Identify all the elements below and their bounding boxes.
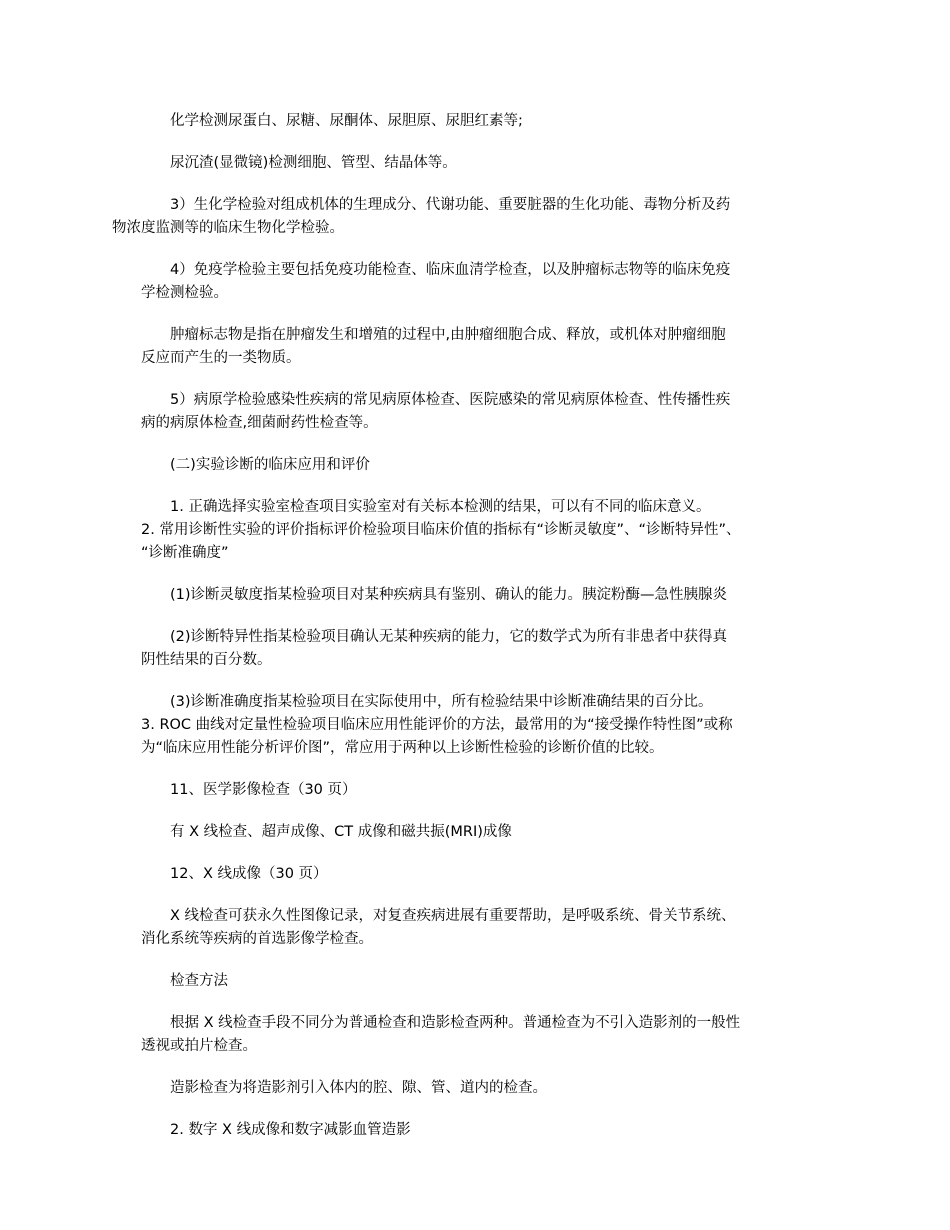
text-line: (2)诊断特异性指某检验项目确认无某种疾病的能力，它的数学式为所有非患者中获得真 — [170, 629, 728, 645]
text-line: 肿瘤标志物是指在肿瘤发生和增殖的过程中,由肿瘤细胞合成、释放，或机体对肿瘤细胞 — [170, 327, 726, 343]
paragraph — [141, 496, 821, 565]
text-line: (1)诊断灵敏度指某检验项目对某种疾病具有鉴别、确认的能力。胰淀粉酶—急性胰腺炎 — [170, 587, 728, 603]
text-line: (二)实验诊断的临床应用和评价 — [170, 457, 370, 473]
text-line: 12、X 线成像（30 页） — [170, 866, 328, 882]
text-line: 消化系统等疾病的首选影像学检查。 — [141, 931, 373, 947]
text-line: 化学检测尿蛋白、尿糖、尿酮体、尿胆原、尿胆红素等; — [170, 113, 523, 129]
text-line: 透视或拍片检查。 — [141, 1038, 257, 1054]
text-line: 学检测检验。 — [141, 285, 228, 301]
text-line: X 线检查可获永久性图像记录，对复查疾病进展有重要帮助，是呼吸系统、骨关节系统、 — [170, 908, 736, 924]
paragraph — [141, 821, 821, 844]
paragraph — [141, 1077, 821, 1100]
text-line: 有 X 线检查、超声成像、CT 成像和磁共振(MRI)成像 — [170, 824, 512, 840]
text-line: 2. 常用诊断性实验的评价指标评价检验项目临床价值的指标有“诊断灵敏度”、“诊断特异性”、 — [141, 522, 741, 538]
text-line: 反应而产生的一类物质。 — [141, 350, 301, 366]
section-heading — [141, 970, 821, 993]
text-line: 3）生化学检验对组成机体的生理成分、代谢功能、重要脏器的生化功能、毒物分析及药 — [170, 197, 731, 213]
text-line: 为“临床应用性能分析评价图”，常应用于两种以上诊断性检验的诊断价值的比较。 — [141, 740, 664, 756]
text-line: 病的病原体检查,细菌耐药性检查等。 — [141, 415, 378, 431]
section-heading — [141, 863, 821, 886]
paragraph — [141, 584, 821, 607]
paragraph — [141, 152, 821, 175]
section-heading — [141, 779, 821, 802]
paragraph — [112, 194, 821, 240]
paragraph — [141, 691, 821, 760]
paragraph — [141, 324, 821, 370]
section-heading — [141, 1119, 821, 1142]
paragraph — [141, 259, 821, 305]
text-line: 2. 数字 X 线成像和数字减影血管造影 — [170, 1122, 411, 1138]
text-line: 11、医学影像检查（30 页） — [170, 782, 357, 798]
section-heading — [141, 454, 821, 477]
text-line: 3. ROC 曲线对定量性检验项目临床应用性能评价的方法，最常用的为“接受操作特性图”或称 — [141, 717, 733, 733]
paragraph — [141, 389, 821, 435]
text-line: 根据 X 线检查手段不同分为普通检查和造影检查两种。普通检查为不引入造影剂的一般性 — [170, 1015, 741, 1031]
text-line: 5）病原学检验感染性疾病的常见病原体检查、医院感染的常见病原体检查、性传播性疾 — [170, 392, 731, 408]
text-line: 尿沉渣(显微镜)检测细胞、管型、结晶体等。 — [170, 155, 457, 171]
paragraph — [141, 110, 821, 133]
paragraph — [141, 1012, 821, 1058]
text-line: 4）免疫学检验主要包括免疫功能检查、临床血清学检查，以及肿瘤标志物等的临床免疫 — [170, 262, 731, 278]
paragraph — [141, 626, 821, 672]
text-line: 物浓度监测等的临床生物化学检验。 — [112, 220, 344, 236]
text-line: “诊断准确度” — [141, 545, 229, 561]
text-line: (3)诊断准确度指某检验项目在实际使用中，所有检验结果中诊断准确结果的百分比。 — [170, 694, 713, 710]
paragraph — [141, 905, 821, 951]
text-line: 阴性结果的百分数。 — [141, 652, 272, 668]
text-line: 1. 正确选择实验室检查项目实验室对有关标本检测的结果，可以有不同的临床意义。 — [170, 499, 711, 515]
text-line: 检查方法 — [170, 973, 228, 989]
text-line: 造影检查为将造影剂引入体内的腔、隙、管、道内的检查。 — [170, 1080, 547, 1096]
document-page — [112, 110, 821, 1161]
